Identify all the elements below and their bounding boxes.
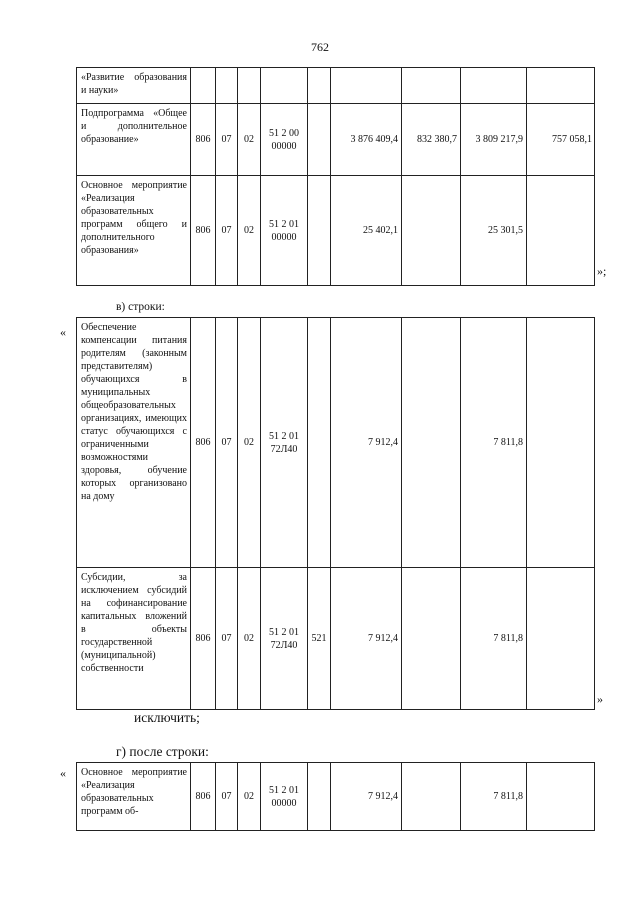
amount-4 [527,763,595,831]
subsection-code: 02 [238,568,261,710]
table-row [77,763,595,831]
table-row [77,568,595,710]
target-code: 51 2 01 72Л40 [261,568,308,710]
row-name: Подпрограмма «Общее и дополнительное образование» [77,104,191,176]
target-code: 51 2 00 00000 [261,104,308,176]
amount-3: 25 301,5 [461,176,527,286]
page-number: 762 [311,40,329,54]
amount-4: 757 058,1 [527,104,595,176]
amount-1: 7 912,4 [331,763,402,831]
subsection-code [238,68,261,104]
row-name: Обеспечение компенсации питания родителям (законным представителям) обучающихся в муниципальных общеобразовательных организациях, имеющих статус обучающихся с ограниченными возможностями здоровья, обучение которых организовано на дому [77,318,191,568]
amount-2 [402,568,461,710]
subsection-code: 02 [238,104,261,176]
target-code [261,68,308,104]
ministry-code: 806 [191,104,216,176]
section-code: 07 [216,176,238,286]
ministry-code: 806 [191,176,216,286]
target-code: 51 2 01 00000 [261,176,308,286]
expense-code [308,763,331,831]
section-code: 07 [216,763,238,831]
section-code: 07 [216,318,238,568]
open-quote: « [60,325,66,339]
row-name: Основное мероприятие «Реализация образовательных программ общего и дополнительного образования» [77,176,191,286]
section-code [216,68,238,104]
subsection-code: 02 [238,318,261,568]
expense-code [308,176,331,286]
amount-1: 7 912,4 [331,568,402,710]
amount-1: 25 402,1 [331,176,402,286]
after-row-label: г) после строки: [116,744,209,759]
table-row [77,104,595,176]
amount-1: 3 876 409,4 [331,104,402,176]
row-name: «Развитие образования и науки» [77,68,191,104]
subsection-code: 02 [238,763,261,831]
amount-4 [527,318,595,568]
close-quote-semicolon: »; [597,264,607,278]
ministry-code [191,68,216,104]
ministry-code: 806 [191,763,216,831]
exclude-label: исключить; [134,710,200,725]
row-name: Основное мероприятие «Реализация образовательных программ об- [77,763,191,831]
amount-4 [527,68,595,104]
table-row [77,68,595,104]
expense-code [308,68,331,104]
amount-3: 7 811,8 [461,568,527,710]
row-name: Субсидии, за исключением субсидий на софинансирование капитальных вложений в объекты государственной (муниципальной) собственности [77,568,191,710]
amount-3: 3 809 217,9 [461,104,527,176]
budget-table-1 [76,67,595,286]
section-code: 07 [216,104,238,176]
ministry-code: 806 [191,318,216,568]
ministry-code: 806 [191,568,216,710]
amount-2 [402,763,461,831]
close-quote: » [597,692,603,706]
amount-2 [402,68,461,104]
amount-1 [331,68,402,104]
amount-4 [527,568,595,710]
amount-3: 7 811,8 [461,763,527,831]
section-code: 07 [216,568,238,710]
budget-table-3 [76,762,595,831]
amount-1: 7 912,4 [331,318,402,568]
open-quote: « [60,766,66,780]
rows-label: в) строки: [116,301,165,313]
amount-4 [527,176,595,286]
amount-3: 7 811,8 [461,318,527,568]
expense-code [308,318,331,568]
budget-table-2 [76,317,595,710]
amount-2: 832 380,7 [402,104,461,176]
expense-code [308,104,331,176]
amount-2 [402,176,461,286]
target-code: 51 2 01 00000 [261,763,308,831]
amount-3 [461,68,527,104]
target-code: 51 2 01 72Л40 [261,318,308,568]
table-row [77,176,595,286]
expense-code: 521 [308,568,331,710]
amount-2 [402,318,461,568]
subsection-code: 02 [238,176,261,286]
table-row [77,318,595,568]
